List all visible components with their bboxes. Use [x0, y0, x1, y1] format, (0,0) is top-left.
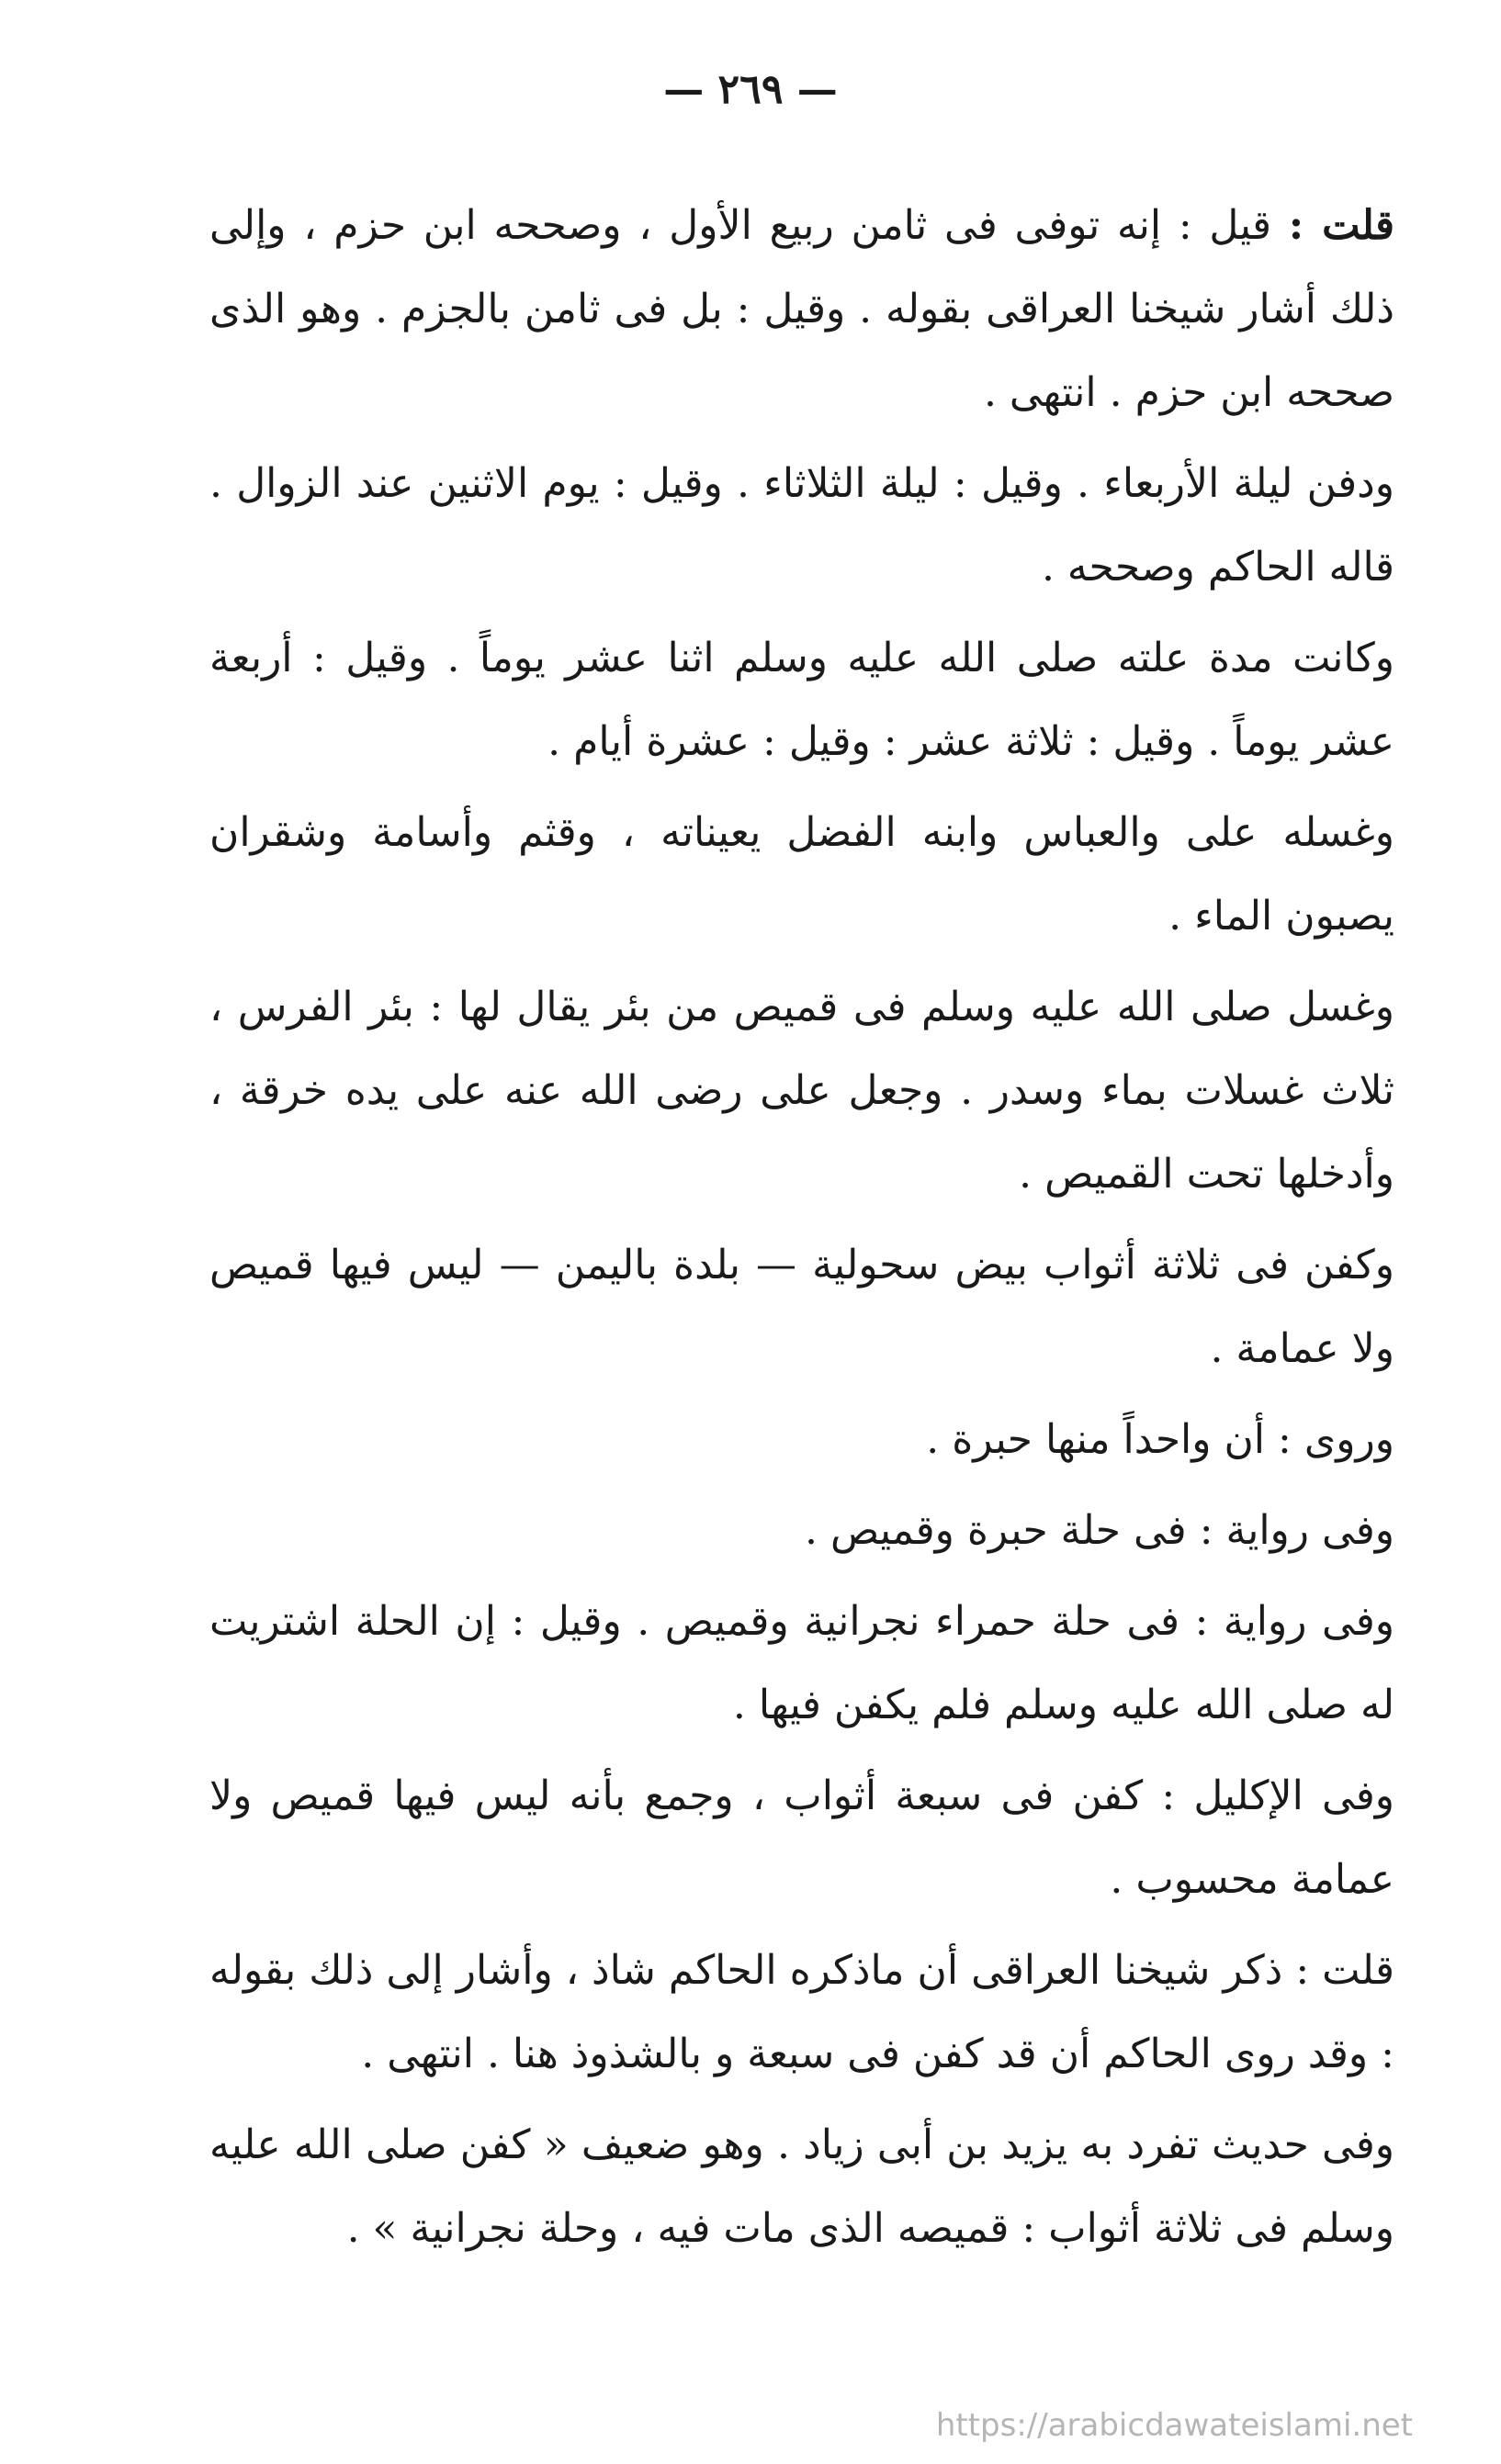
paragraph-text: وروى : أن واحداً منها حبرة . [926, 1416, 1394, 1463]
paragraph-text: وفى حديث تفرد به يزيد بن أبى زياد . وهو ضعيف « كفن صلى الله عليه وسلم فى ثلاثة أثواب : قميصه الذى مات فيه ، وحلة نجرانية » . [209, 2121, 1394, 2252]
paragraph-7 [209, 1398, 1394, 1481]
paragraph-lead: قلت : [1288, 202, 1394, 249]
paragraph-text: ودفن ليلة الأربعاء . وقيل : ليلة الثلاثاء . وقيل : يوم الاثنين عند الزوال . قاله الحاكم وصححه . [209, 460, 1394, 591]
paragraph-4 [209, 791, 1394, 958]
paragraph-text: وغسل صلى الله عليه وسلم فى قميص من بئر يقال لها : بئر الفرس ، ثلاث غسلات بماء وسدر . وجعل على رضى الله عنه على يده خرقة ، وأدخلها تحت القميص . [209, 984, 1394, 1198]
paragraph-5 [209, 965, 1394, 1216]
paragraph-text: وفى رواية : فى حلة حبرة وقميص . [805, 1507, 1394, 1554]
paragraph-10 [209, 1754, 1394, 1921]
source-watermark: https://arabicdawateislami.net [935, 2407, 1413, 2444]
paragraph-text: وغسله على والعباس وابنه الفضل يعيناته ، وقثم وأسامة وشقران يصبون الماء . [209, 809, 1394, 939]
page-number: — ٢٦٩ — [663, 66, 838, 113]
paragraph-11 [209, 1929, 1394, 2096]
paragraph-text: قلت : ذكر شيخنا العراقى أن ماذكره الحاكم شاذ ، وأشار إلى ذلك بقوله : وقد روى الحاكم أن قد كفن فى سبعة و بالشذوذ هنا . انتهى . [209, 1947, 1394, 2077]
paragraph-6 [209, 1223, 1394, 1390]
paragraph-8 [209, 1489, 1394, 1572]
paragraph-2 [209, 442, 1394, 609]
paragraph-9 [209, 1580, 1394, 1747]
paragraph-text: وكانت مدة علته صلى الله عليه وسلم اثنا عشر يوماً . وقيل : أربعة عشر يوماً . وقيل : ثلاثة عشر : وقيل : عشرة أيام . [209, 635, 1394, 765]
paragraph-12 [209, 2103, 1394, 2270]
paragraph-text: قيل : إنه توفى فى ثامن ربيع الأول ، وصححه ابن حزم ، وإلى ذلك أشار شيخنا العراقى بقوله . وقيل : بل فى ثامن بالجزم . وهو الذى صححه ابن حزم . انتهى . [209, 202, 1394, 416]
paragraph-3 [209, 616, 1394, 783]
paragraph-1 [209, 184, 1394, 434]
body-text [209, 184, 1394, 2278]
paragraph-text: وكفن فى ثلاثة أثواب بيض سحولية — بلدة باليمن — ليس فيها قميص ولا عمامة . [209, 1242, 1394, 1372]
paragraph-text: وفى الإكليل : كفن فى سبعة أثواب ، وجمع بأنه ليس فيها قميص ولا عمامة محسوب . [209, 1772, 1394, 1903]
paragraph-text: وفى رواية : فى حلة حمراء نجرانية وقميص . وقيل : إن الحلة اشتريت له صلى الله عليه وسلم فلم يكفن فيها . [209, 1598, 1394, 1728]
